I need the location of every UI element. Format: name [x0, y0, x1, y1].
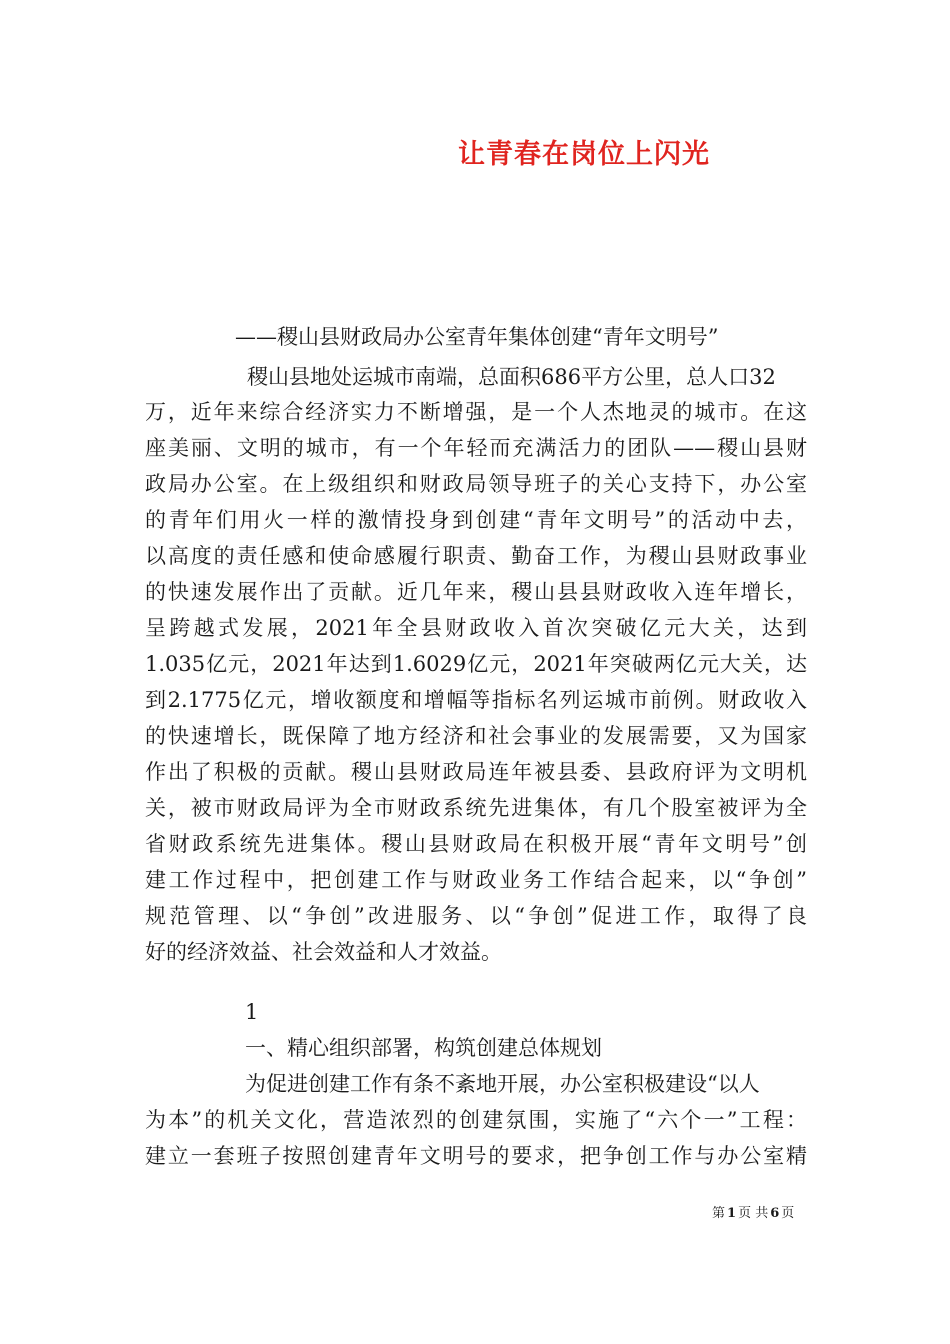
- paragraph-line: 的青年们用火一样的激情投身到创建“青年文明号”的活动中去，: [145, 508, 807, 532]
- paragraph-line: 建工作过程中，把创建工作与财政业务工作结合起来，以“争创”: [145, 868, 807, 892]
- section-heading: 一、精心组织部署，构筑创建总体规划: [245, 1036, 602, 1060]
- paragraph-line: 稷山县地处运城市南端，总面积686平方公里，总人口32: [247, 365, 776, 389]
- paragraph-line: 到2.1775亿元，增收额度和增幅等指标名列运城市前例。财政收入: [145, 688, 807, 712]
- paragraph-line: 1.035亿元，2021年达到1.6029亿元，2021年突破两亿元大关，达: [145, 652, 807, 676]
- paragraph-line: 座美丽、文明的城市，有一个年轻而充满活力的团队——稷山县财: [145, 436, 807, 460]
- paragraph-line: 政局办公室。在上级组织和财政局领导班子的关心支持下，办公室: [145, 472, 807, 496]
- paragraph-line: 省财政系统先进集体。稷山县财政局在积极开展“青年文明号”创: [145, 832, 807, 856]
- paragraph-line: 的快速发展作出了贡献。近几年来，稷山县县财政收入连年增长，: [145, 580, 807, 604]
- paragraph-line: 建立一套班子按照创建青年文明号的要求，把争创工作与办公室精: [145, 1144, 807, 1168]
- page-footer: [712, 1202, 794, 1221]
- paragraph-line: 为本”的机关文化，营造浓烈的创建氛围，实施了“六个一”工程：: [145, 1108, 807, 1132]
- paragraph-line: 呈跨越式发展，2021年全县财政收入首次突破亿元大关，达到: [145, 616, 807, 640]
- footer-middle: 页 共: [738, 1206, 769, 1221]
- subtitle: ——稷山县财政局办公室青年集体创建“青年文明号”: [235, 325, 719, 349]
- paragraph-line: 万，近年来综合经济实力不断增强，是一个人杰地灵的城市。在这: [145, 400, 807, 424]
- paragraph-line: 好的经济效益、社会效益和人才效益。: [145, 940, 502, 964]
- paragraph-line: 作出了积极的贡献。稷山县财政局连年被县委、县政府评为文明机: [145, 760, 807, 784]
- footer-prefix: 第: [712, 1206, 726, 1221]
- footer-page-number: 1: [727, 1206, 737, 1221]
- paragraph-line: 规范管理、以“争创”改进服务、以“争创”促进工作，取得了良: [145, 904, 807, 928]
- page-marker: 1: [245, 1000, 259, 1024]
- paragraph-line: 的快速增长，既保障了地方经济和社会事业的发展需要，又为国家: [145, 724, 807, 748]
- footer-suffix: 页: [781, 1206, 795, 1221]
- paragraph-line: 以高度的责任感和使命感履行职责、勤奋工作，为稷山县财政事业: [145, 544, 807, 568]
- paragraph-line: 为促进创建工作有条不紊地开展，办公室积极建设“以人: [245, 1072, 760, 1096]
- paragraph-line: 关，被市财政局评为全市财政系统先进集体，有几个股室被评为全: [145, 796, 807, 820]
- document-title: 让青春在岗位上闪光: [458, 139, 710, 170]
- footer-total-pages: 6: [770, 1206, 780, 1221]
